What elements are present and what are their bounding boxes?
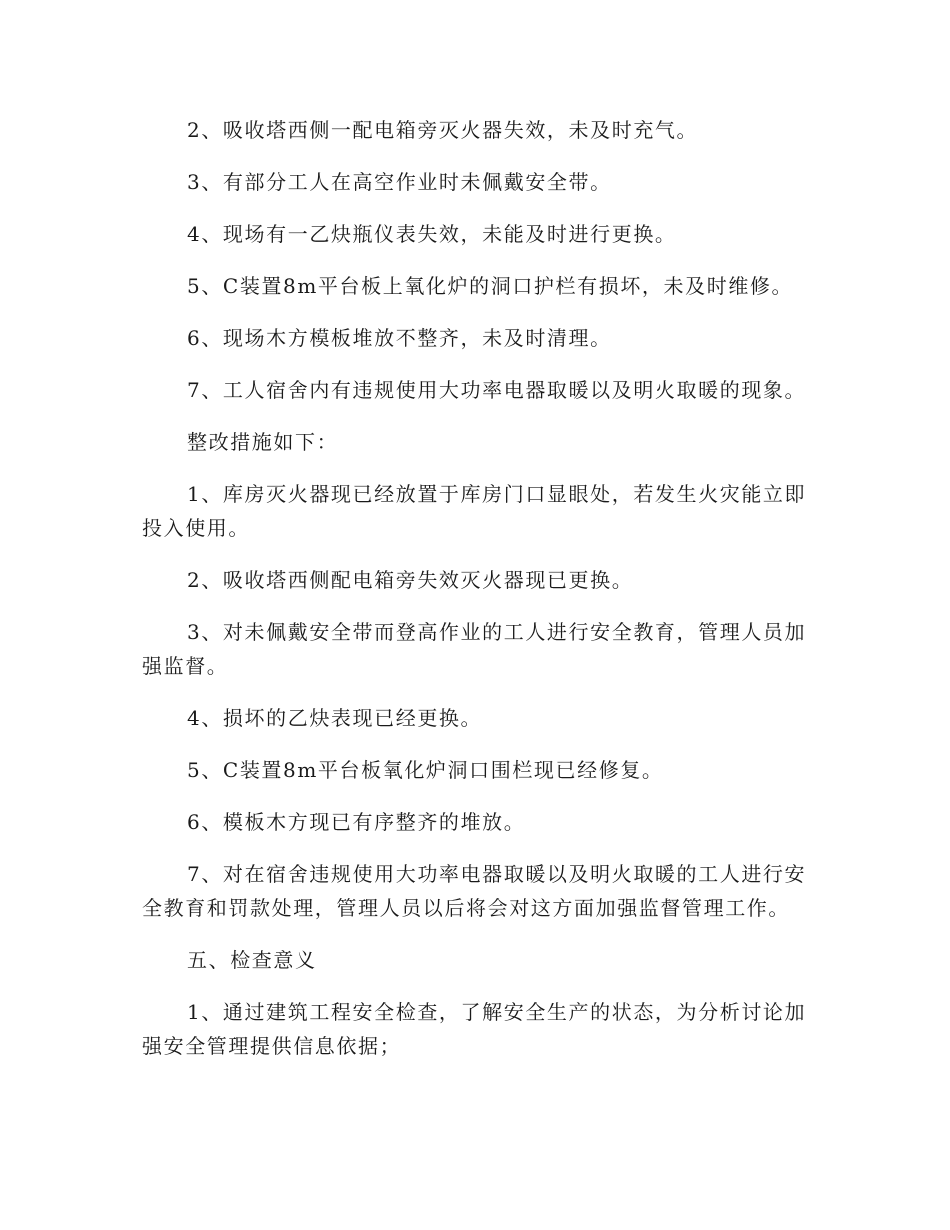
paragraph-fix-4-gauge-replaced: 4、损坏的乙炔表现已经更换。: [187, 706, 483, 730]
paragraph-item-3-no-safety-belt: 3、有部分工人在高空作业时未佩戴安全带。: [187, 170, 612, 194]
paragraph-fix-7-dormitory-penalty: 7、对在宿舍违规使用大功率电器取暖以及明火取暖的工人进行安全教育和罚款处理，管理人员以后将会对这方面加强监督管理工作。: [142, 862, 807, 920]
paragraph-fix-1-warehouse-extinguisher: 1、库房灭火器现已经放置于库房门口显眼处，若发生火灾能立即投入使用。: [142, 482, 807, 540]
paragraph-fix-3-safety-education: 3、对未佩戴安全带而登高作业的工人进行安全教育，管理人员加强监督。: [142, 620, 807, 678]
paragraph-item-4-acetylene-gauge: 4、现场有一乙炔瓶仪表失效，未能及时进行更换。: [187, 222, 677, 246]
paragraph-item-2-extinguisher-failure: 2、吸收塔西侧一配电箱旁灭火器失效，未及时充气。: [187, 118, 699, 142]
document-body: [142, 113, 812, 1081]
paragraph-fix-5-guardrail-repaired: 5、C装置8m平台板氧化炉洞口围栏现已经修复。: [187, 758, 664, 782]
paragraph-item-7-dormitory-heating: 7、工人宿舍内有违规使用大功率电器取暖以及明火取暖的现象。: [187, 378, 807, 402]
paragraph-item-5-guardrail-damage: 5、C装置8m平台板上氧化炉的洞口护栏有损坏，未及时维修。: [187, 274, 794, 298]
section-heading-rectification: 整改措施如下：: [187, 430, 339, 454]
paragraph-fix-6-formwork-stacked: 6、模板木方现已有序整齐的堆放。: [187, 810, 526, 834]
paragraph-item-6-formwork-stacking: 6、现场木方模板堆放不整齐，未及时清理。: [187, 326, 612, 350]
section-heading-inspection-significance: 五、检查意义: [187, 948, 317, 972]
paragraph-fix-2-extinguisher-replaced: 2、吸收塔西侧配电箱旁失效灭火器现已更换。: [187, 568, 634, 592]
paragraph-significance-1: 1、通过建筑工程安全检查，了解安全生产的状态，为分析讨论加强安全管理提供信息依据；: [142, 1000, 807, 1058]
